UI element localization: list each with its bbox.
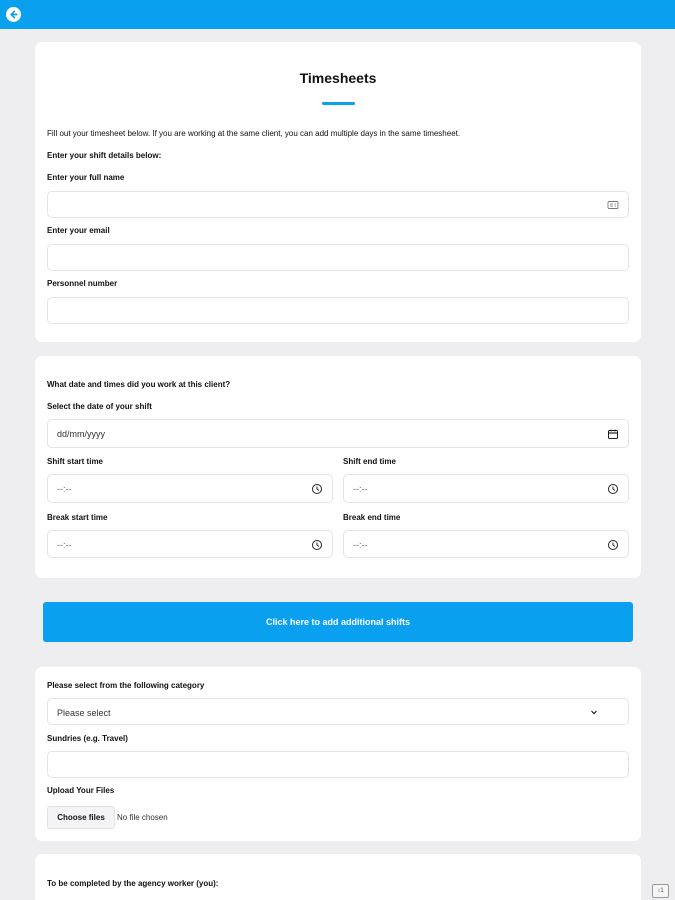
category-select[interactable]	[47, 698, 629, 725]
shift-question: What date and times did you work at this client?	[47, 380, 231, 389]
agency-worker-heading: To be completed by the agency worker (you):	[47, 879, 219, 888]
top-app-bar	[0, 0, 675, 29]
shift-start-placeholder: --:--	[57, 484, 72, 494]
add-additional-shifts-button[interactable]: Click here to add additional shifts	[43, 602, 633, 642]
email-field[interactable]	[47, 244, 629, 271]
personnel-number-field[interactable]	[47, 297, 629, 324]
full-name-field[interactable]	[47, 191, 629, 218]
personnel-number-label: Personnel number	[47, 279, 118, 288]
arrow-left-circle-icon	[8, 9, 19, 20]
no-file-chosen-text: No file chosen	[117, 813, 168, 822]
shift-date-placeholder: dd/mm/yyyy	[57, 429, 106, 439]
title-underline	[322, 102, 355, 105]
shift-end-placeholder: --:--	[353, 484, 368, 494]
break-end-time-input[interactable]	[343, 530, 629, 558]
shift-end-label: Shift end time	[343, 457, 396, 466]
extras-card	[35, 667, 641, 841]
clock-icon[interactable]	[607, 483, 619, 495]
chevron-down-icon	[588, 706, 600, 718]
shift-details-heading: Enter your shift details below:	[47, 151, 162, 160]
scroll-indicator[interactable]: ↕1	[652, 884, 669, 898]
personal-details-card	[35, 42, 641, 342]
category-label: Please select from the following category	[47, 681, 205, 690]
email-label: Enter your email	[47, 226, 110, 235]
shift-start-time-input[interactable]	[47, 474, 333, 503]
shift-date-input[interactable]	[47, 419, 629, 448]
sundries-label: Sundries (e.g. Travel)	[47, 734, 128, 743]
break-end-label: Break end time	[343, 513, 401, 522]
shift-start-label: Shift start time	[47, 457, 104, 466]
contact-card-icon	[607, 199, 619, 211]
shift-date-label: Select the date of your shift	[47, 402, 152, 411]
agency-worker-card	[35, 854, 641, 900]
choose-files-button[interactable]: Choose files	[47, 806, 115, 829]
back-button[interactable]	[6, 7, 21, 22]
shift-times-card	[35, 356, 641, 578]
sundries-field[interactable]	[47, 751, 629, 778]
calendar-icon[interactable]	[607, 428, 619, 440]
intro-text: Fill out your timesheet below. If you are working at the same client, you can add multiple days in the same timesheet.	[47, 129, 461, 138]
break-start-label: Break start time	[47, 513, 108, 522]
break-start-time-input[interactable]	[47, 530, 333, 558]
shift-end-time-input[interactable]	[343, 474, 629, 503]
full-name-label: Enter your full name	[47, 173, 125, 182]
clock-icon[interactable]	[311, 539, 323, 551]
break-start-placeholder: --:--	[57, 540, 72, 550]
page-title: Timesheets	[299, 70, 377, 86]
upload-files-label: Upload Your Files	[47, 786, 115, 795]
clock-icon[interactable]	[311, 483, 323, 495]
clock-icon[interactable]	[607, 539, 619, 551]
category-selected-value: Please select	[57, 708, 111, 718]
break-end-placeholder: --:--	[353, 540, 368, 550]
